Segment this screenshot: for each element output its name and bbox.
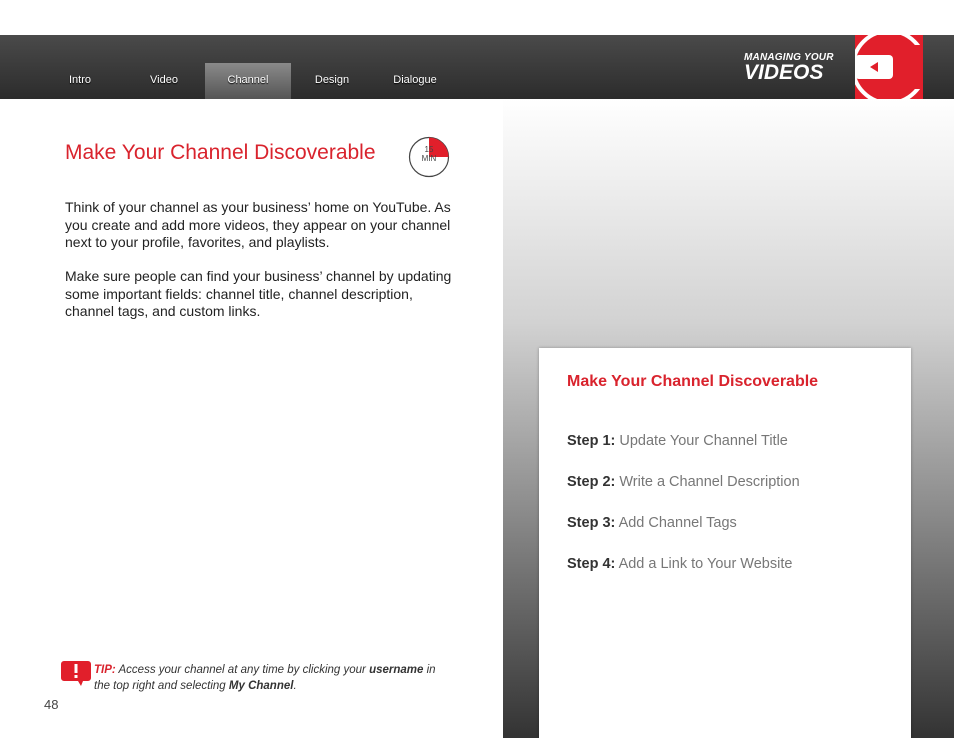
intro-paragraph: Think of your channel as your business’ home on YouTube. As you create and add more videos, they appear on your channel next to your profile, favorites, and playlists. — [65, 199, 451, 250]
timer-value: 15 — [424, 145, 434, 154]
section-title: VIDEOS — [744, 61, 824, 84]
step-4: Step 4: Add a Link to Your Website — [567, 556, 793, 572]
step-2: Step 2: Write a Channel Description — [567, 474, 800, 490]
tab-channel[interactable]: Channel — [205, 63, 291, 99]
tip-username: username — [369, 664, 424, 676]
timer-unit: MIN — [421, 154, 437, 163]
fields-paragraph: Make sure people can find your business’ channel by updating some important fields: channel title, channel description, channel tags, and custom links. — [65, 268, 452, 319]
tip-my-channel: My Channel — [228, 679, 294, 692]
exclamation-icon — [61, 661, 91, 687]
tab-video[interactable]: Video — [150, 74, 178, 86]
card-title: Make Your Channel Discoverable — [567, 373, 819, 390]
tab-design[interactable]: Design — [314, 74, 350, 86]
play-button-icon — [855, 35, 923, 99]
timer-icon — [408, 136, 450, 178]
step-1: Step 1: Update Your Channel Title — [567, 433, 788, 449]
section-subtitle: MANAGING YOUR — [744, 52, 834, 63]
top-nav-bar — [0, 35, 954, 99]
tab-intro[interactable]: Intro — [68, 74, 91, 86]
page-title: Make Your Channel Discoverable — [65, 141, 376, 164]
tab-dialogue[interactable]: Dialogue — [393, 74, 437, 86]
step-3: Step 3: Add Channel Tags — [567, 515, 737, 531]
page-number: 48 — [44, 697, 59, 712]
tip-label: TIP: — [94, 664, 116, 676]
steps-card — [539, 348, 911, 738]
tip-text: TIP: Access your channel at any time by clicking your username in the top right and selecting My Channel. — [94, 664, 436, 692]
